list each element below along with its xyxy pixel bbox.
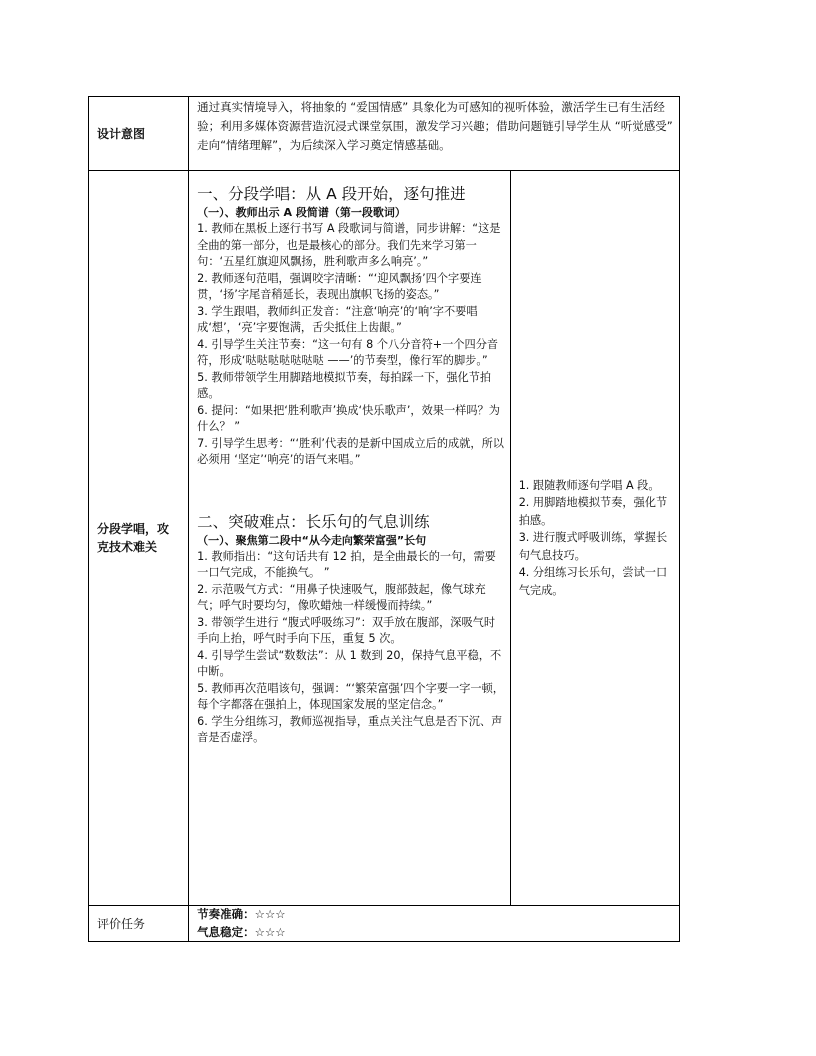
part1-item: 5. 教师带领学生用脚踏地模拟节奏，每拍踩一下，强化节拍感。: [197, 370, 492, 400]
part1-subtitle: （一）、教师出示 A 段简谱（第一段歌词）: [197, 206, 406, 219]
part1-item: 7. 引导学生思考：“‘胜利’代表的是新中国成立后的成就，所以必须用 ‘坚定’‘响亮’的语气来唱。”: [197, 436, 504, 466]
part2-item: 4. 引导学生尝试“数数法”：从 1 数到 20，保持气息平稳，不中断。: [197, 648, 502, 678]
segment-row: [89, 171, 680, 906]
evaluation-item: [197, 906, 671, 924]
student-item: 4. 分组练习长乐句，尝试一口气完成。: [518, 566, 668, 597]
lesson-plan-table: [88, 96, 680, 942]
teacher-activities: [189, 171, 511, 906]
evaluation-item-name: 节奏准确：: [197, 907, 255, 921]
student-item: 1. 跟随教师逐句学唱 A 段。: [518, 478, 660, 492]
part2-item: 3. 带领学生进行 “腹式呼吸练习”：双手放在腹部，深吸气时手向上抬，呼气时手向下压，重复 5 次。: [197, 615, 496, 645]
segment-label: 分段学唱，攻克技术难关: [89, 171, 189, 906]
evaluation-item-name: 气息稳定：: [197, 924, 255, 939]
star-rating: ☆☆☆: [254, 924, 286, 939]
part1-item: 2. 教师逐句范唱，强调咬字清晰：“‘迎风飘扬’四个字要连贯，‘扬’字尾音稍延长，表现出旗帜飞扬的姿态。”: [197, 271, 482, 301]
part2-item: 2. 示范吸气方式：“用鼻子快速吸气，腹部鼓起，像气球充气；呼气时要均匀，像吹蜡烛一样缓慢而持续。”: [197, 582, 486, 612]
student-item: 3. 进行腹式呼吸训练，掌握长句气息技巧。: [518, 531, 668, 562]
evaluation-items: [189, 906, 680, 942]
part2-subtitle: （一）、聚焦第二段中“从今走向繁荣富强”长句: [197, 533, 427, 547]
part2-item: 1. 教师指出：“这句话共有 12 拍，是全曲最长的一句，需要一口气完成，不能换气。 ”: [197, 549, 496, 579]
star-rating: ☆☆☆: [254, 907, 286, 921]
evaluation-item: [197, 924, 671, 942]
student-activities: [510, 171, 679, 906]
part1-item: 3. 学生跟唱，教师纠正发音：“注意‘响亮’的‘响’字不要唱成‘想’，‘亮’字要饱满，舌尖抵住上齿龈。”: [197, 304, 478, 334]
part1-item: 1. 教师在黑板上逐行书写 A 段歌词与简谱，同步讲解：“这是全曲的第一部分，也是最核心的部分。我们先来学习第一句：‘五星红旗迎风飘扬，胜利歌声多么响亮’。”: [197, 222, 501, 268]
part2-title: 二、突破难点：长乐句的气息训练: [197, 512, 430, 531]
evaluation-label: 评价任务: [89, 906, 189, 942]
part2-item: 6. 学生分组练习，教师巡视指导，重点关注气息是否下沉、声音是否虚浮。: [197, 714, 503, 744]
part1-item: 4. 引导学生关注节奏：“这一句有 8 个八分音符+一个四分音符，形成‘哒哒哒哒哒哒哒 ——’的节奏型，像行军的脚步。”: [197, 337, 499, 367]
design-intent-row: [89, 97, 680, 171]
part2-item: 5. 教师再次范唱该句，强调：“‘繁荣富强’四个字要一字一顿，每个字都落在强拍上，体现国家发展的坚定信念。”: [197, 681, 504, 711]
part1-title: 一、分段学唱：从 A 段开始，逐句推进: [197, 185, 466, 203]
evaluation-row: [89, 906, 680, 942]
part1-item: 6. 提问：“如果把‘胜利歌声’换成‘快乐歌声’，效果一样吗？为什么？ ”: [197, 403, 500, 433]
design-intent-label: 设计意图: [89, 97, 189, 171]
student-item: 2. 用脚踏地模拟节奏，强化节拍感。: [518, 496, 668, 527]
design-intent-text: 通过真实情境导入，将抽象的 “爱国情感” 具象化为可感知的视听体验，激活学生已有生活经验；利用多媒体资源营造沉浸式课堂氛围，激发学习兴趣；借助问题链引导学生从 “听觉感受” 走向“情绪理解”，为后续深入学习奠定情感基础。: [189, 97, 680, 171]
